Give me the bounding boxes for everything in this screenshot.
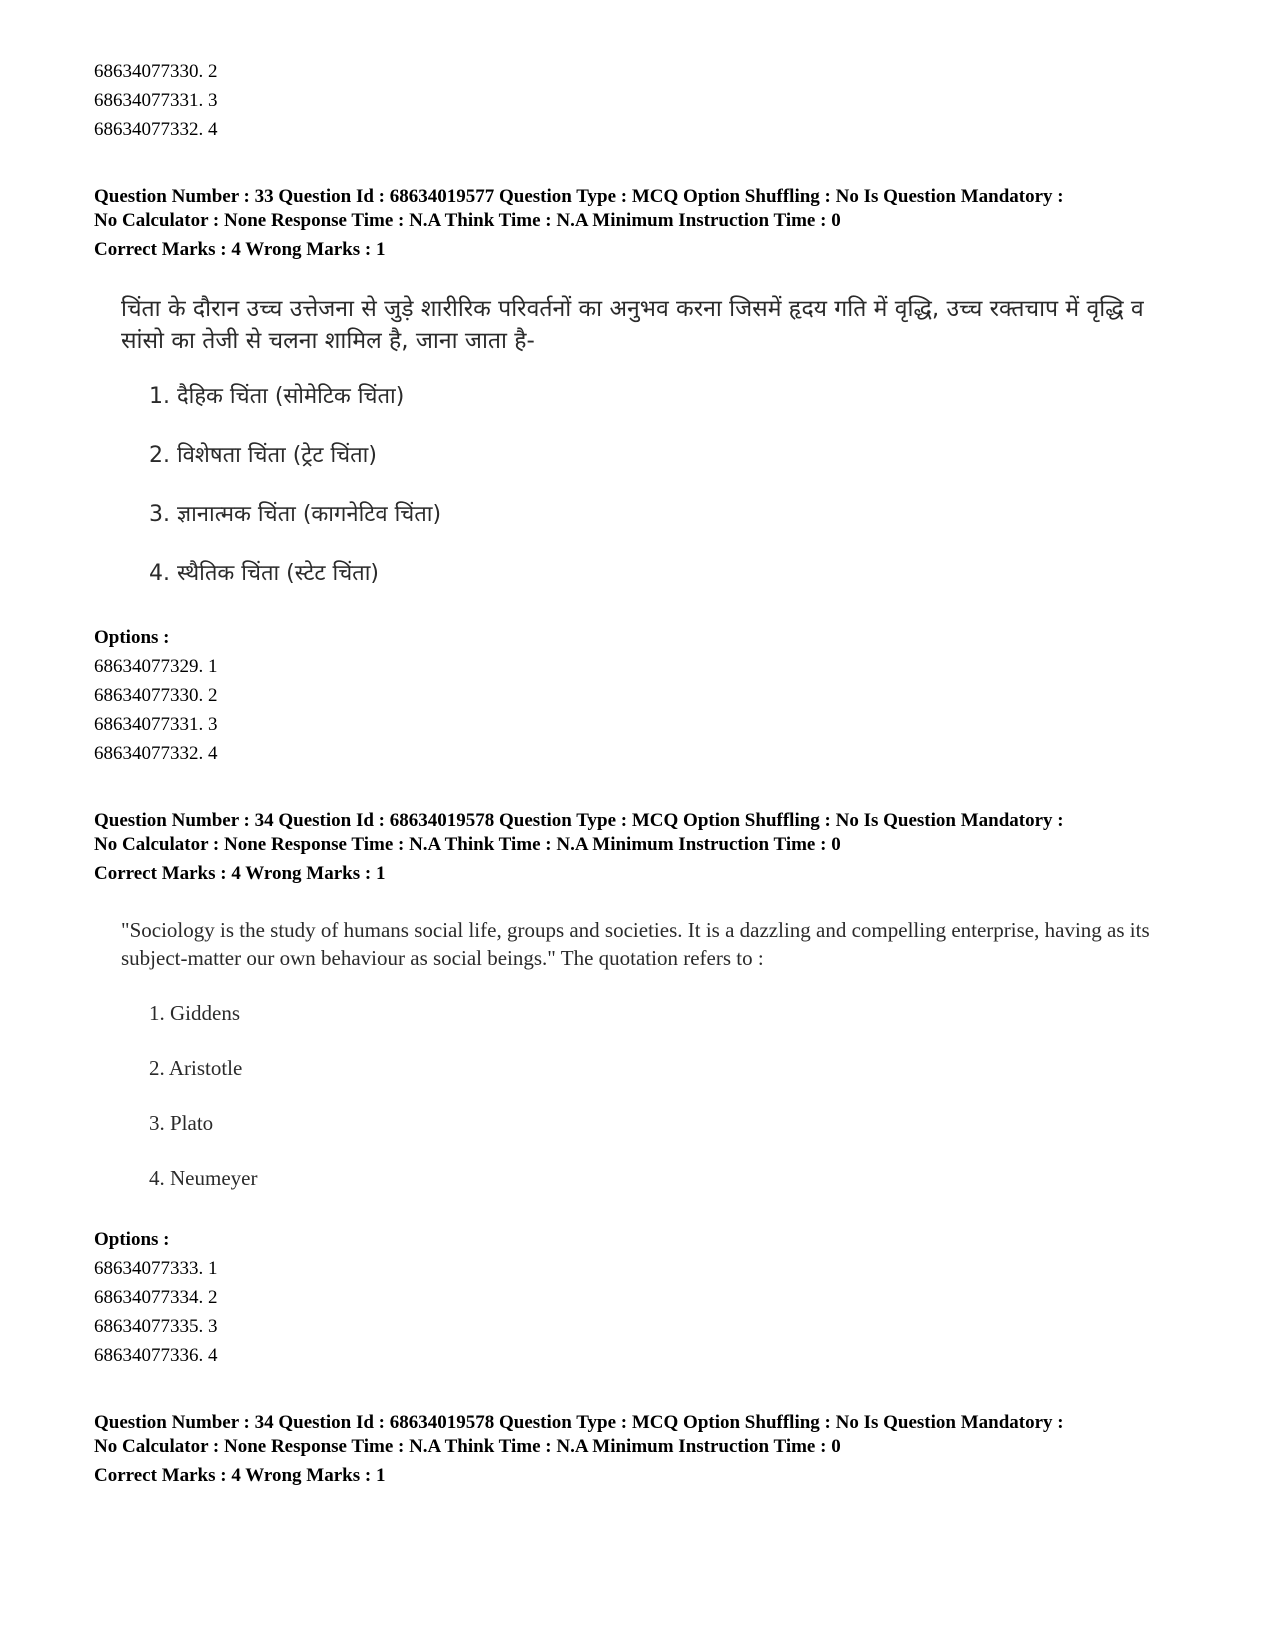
answer-choice: 2. Aristotle [149,1056,243,1080]
question-meta-line-1: Question Number : 33 Question Id : 68634019577 Question Type : MCQ Option Shuffling : No Is Question Mandatory : [94,186,1064,207]
option-line: 68634077330. 2 [94,61,218,82]
question-marks: Correct Marks : 4 Wrong Marks : 1 [94,1465,386,1486]
question-meta-line-2: No Calculator : None Response Time : N.A Think Time : N.A Minimum Instruction Time : 0 [94,834,841,855]
question-meta-line-1: Question Number : 34 Question Id : 68634019578 Question Type : MCQ Option Shuffling : No Is Question Mandatory : [94,1412,1064,1433]
answer-choice: 1. Giddens [149,1001,240,1025]
option-line: 68634077330. 2 [94,685,218,706]
answer-choice: 4. Neumeyer [149,1166,258,1190]
answer-choice: 3. Plato [149,1111,214,1135]
answer-choice: 4. स्थैतिक चिंता (स्टेट चिंता) [149,561,379,586]
question-marks: Correct Marks : 4 Wrong Marks : 1 [94,239,386,260]
answer-choice: 1. दैहिक चिंता (सोमेटिक चिंता) [149,384,405,409]
question-marks: Correct Marks : 4 Wrong Marks : 1 [94,863,386,884]
option-line: 68634077333. 1 [94,1258,218,1279]
question-meta-line-2: No Calculator : None Response Time : N.A Think Time : N.A Minimum Instruction Time : 0 [94,1436,841,1457]
question-meta-line-2: No Calculator : None Response Time : N.A Think Time : N.A Minimum Instruction Time : 0 [94,210,841,231]
option-line: 68634077332. 4 [94,743,218,764]
question-meta-line-1: Question Number : 34 Question Id : 68634019578 Question Type : MCQ Option Shuffling : No Is Question Mandatory : [94,810,1064,831]
option-line: 68634077331. 3 [94,90,218,111]
answer-choice: 3. ज्ञानात्मक चिंता (कागनेटिव चिंता) [149,502,442,527]
option-line: 68634077334. 2 [94,1287,218,1308]
answer-choice: 2. विशेषता चिंता (ट्रेट चिंता) [149,443,377,468]
option-line: 68634077332. 4 [94,119,218,140]
question-text: चिंता के दौरान उच्च उत्तेजना से जुड़े शारीरिक परिवर्तनों का अनुभव करना जिसमें हृदय गति में वृद्धि, उच्च रक्तचाप में वृद्धि व सांसो का तेजी से चलना शामिल है, जाना जाता है- [121,296,1144,354]
option-line: 68634077331. 3 [94,714,218,735]
option-line: 68634077336. 4 [94,1345,218,1366]
question-text: "Sociology is the study of humans social life, groups and societies. It is a dazzling and compelling enterprise, having as its subject-matter our own behaviour as social beings." The quotation refers to : [121,918,1150,970]
option-line: 68634077335. 3 [94,1316,218,1337]
options-label: Options : [94,1229,170,1250]
options-label: Options : [94,627,170,648]
option-line: 68634077329. 1 [94,656,218,677]
